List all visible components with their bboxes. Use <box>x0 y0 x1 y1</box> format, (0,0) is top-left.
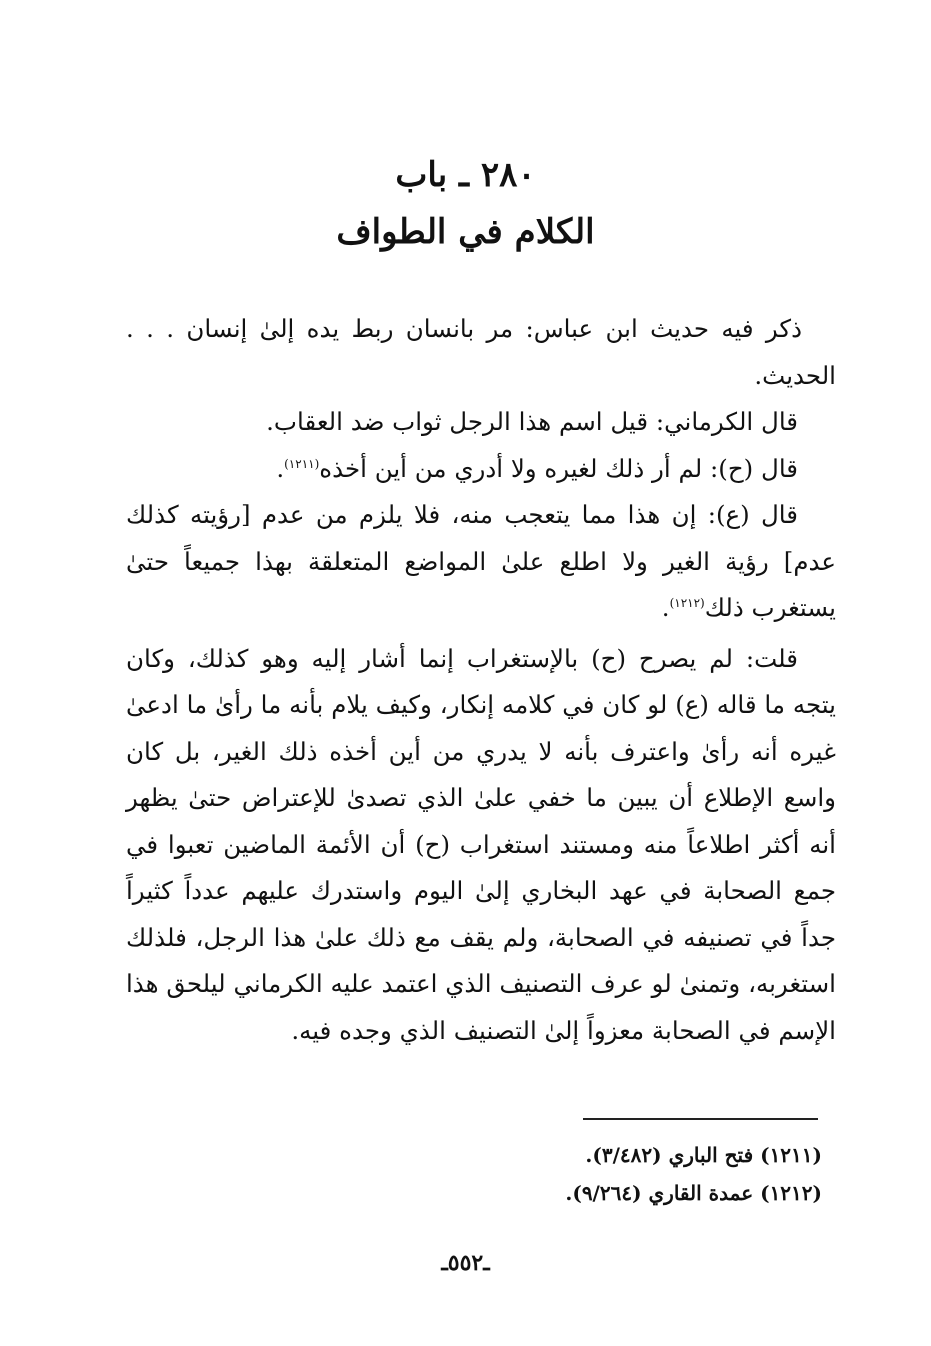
footnote-1211: (١٢١١) فتح الباري (٣/٤٨٢). <box>585 1143 822 1167</box>
footnote-ref-1212: (١٢١٢) <box>669 595 705 610</box>
paragraph-author-response: قلت: لم يصرح (ح) بالإستغراب إنما أشار إليه وهو كذلك، وكان يتجه ما قاله (ع) لو كان في كلامه إنكار، وكيف يلام بأنه ما رأىٰ ما ادعىٰ غيره أنه رأىٰ واعترف بأنه لا يدري من أين أخذه ذلك الغير، بل كان واسع الإطلاع أن يبين ما خفي علىٰ الذي تصدىٰ للإعتراض حتىٰ يظهر أنه أكثر اطلاعاً منه ومستند استغراب (ح) أن الأئمة الماضين تعبوا في جمع الصحابة في عهد البخاري إلىٰ اليوم واستدرك عليهم عدداً كثيراً جداً في تصنيفه في الصحابة، ولم يقف مع ذلك علىٰ هذا الرجل، فلذلك استغربه، وتمنىٰ لو عرف التصنيف الذي اعتمد عليه الكرماني ليلحق هذا الإسم في الصحابة معزواً إلىٰ التصنيف الذي وجده فيه. <box>126 643 836 1045</box>
footnote-ref-1211: (١٢١١) <box>284 456 320 471</box>
footnote-divider <box>583 1118 818 1120</box>
footnotes <box>300 1136 822 1212</box>
paragraph-ibn-hajar-quote: قال (ح): لم أر ذلك لغيره ولا أدري من أين أخذه$^{(١٢١١)}$. <box>276 453 798 483</box>
paragraph-ayni-quote: قال (ع): إن هذا مما يتعجب منه، فلا يلزم من عدم [رؤيته كذلك عدم] رؤية الغير ولا اطلع علىٰ المواضع المتعلقة بهذا جميعاً حتىٰ يستغرب ذلك$^{(١٢١٢)}$. <box>126 500 836 622</box>
page-number: ـ٥٥٢ـ <box>441 1250 490 1276</box>
paragraph-ayni-text: قال (ع): إن هذا مما يتعجب منه، فلا يلزم من عدم [رؤيته كذلك عدم] رؤية الغير ولا اطلع علىٰ المواضع المتعلقة بهذا جميعاً حتىٰ يستغرب ذلك <box>126 500 836 622</box>
paragraph-ibn-hajar-text: قال (ح): لم أر ذلك لغيره ولا أدري من أين أخذه <box>319 453 798 483</box>
footnote-1212: (١٢١٢) عمدة القاري (٩/٢٦٤). <box>565 1181 822 1205</box>
paragraph-hadith-mention: ذكر فيه حديث ابن عباس: مر بانسان ربط يده إلىٰ إنسان . . . الحديث. <box>126 314 836 390</box>
main-text <box>126 306 836 1054</box>
chapter-title: الكلام في الطواف <box>336 212 595 252</box>
chapter-number: ٢٨٠ ـ باب <box>395 155 536 195</box>
paragraph-kirmani-quote: قال الكرماني: قيل اسم هذا الرجل ثواب ضد العقاب. <box>266 407 798 436</box>
